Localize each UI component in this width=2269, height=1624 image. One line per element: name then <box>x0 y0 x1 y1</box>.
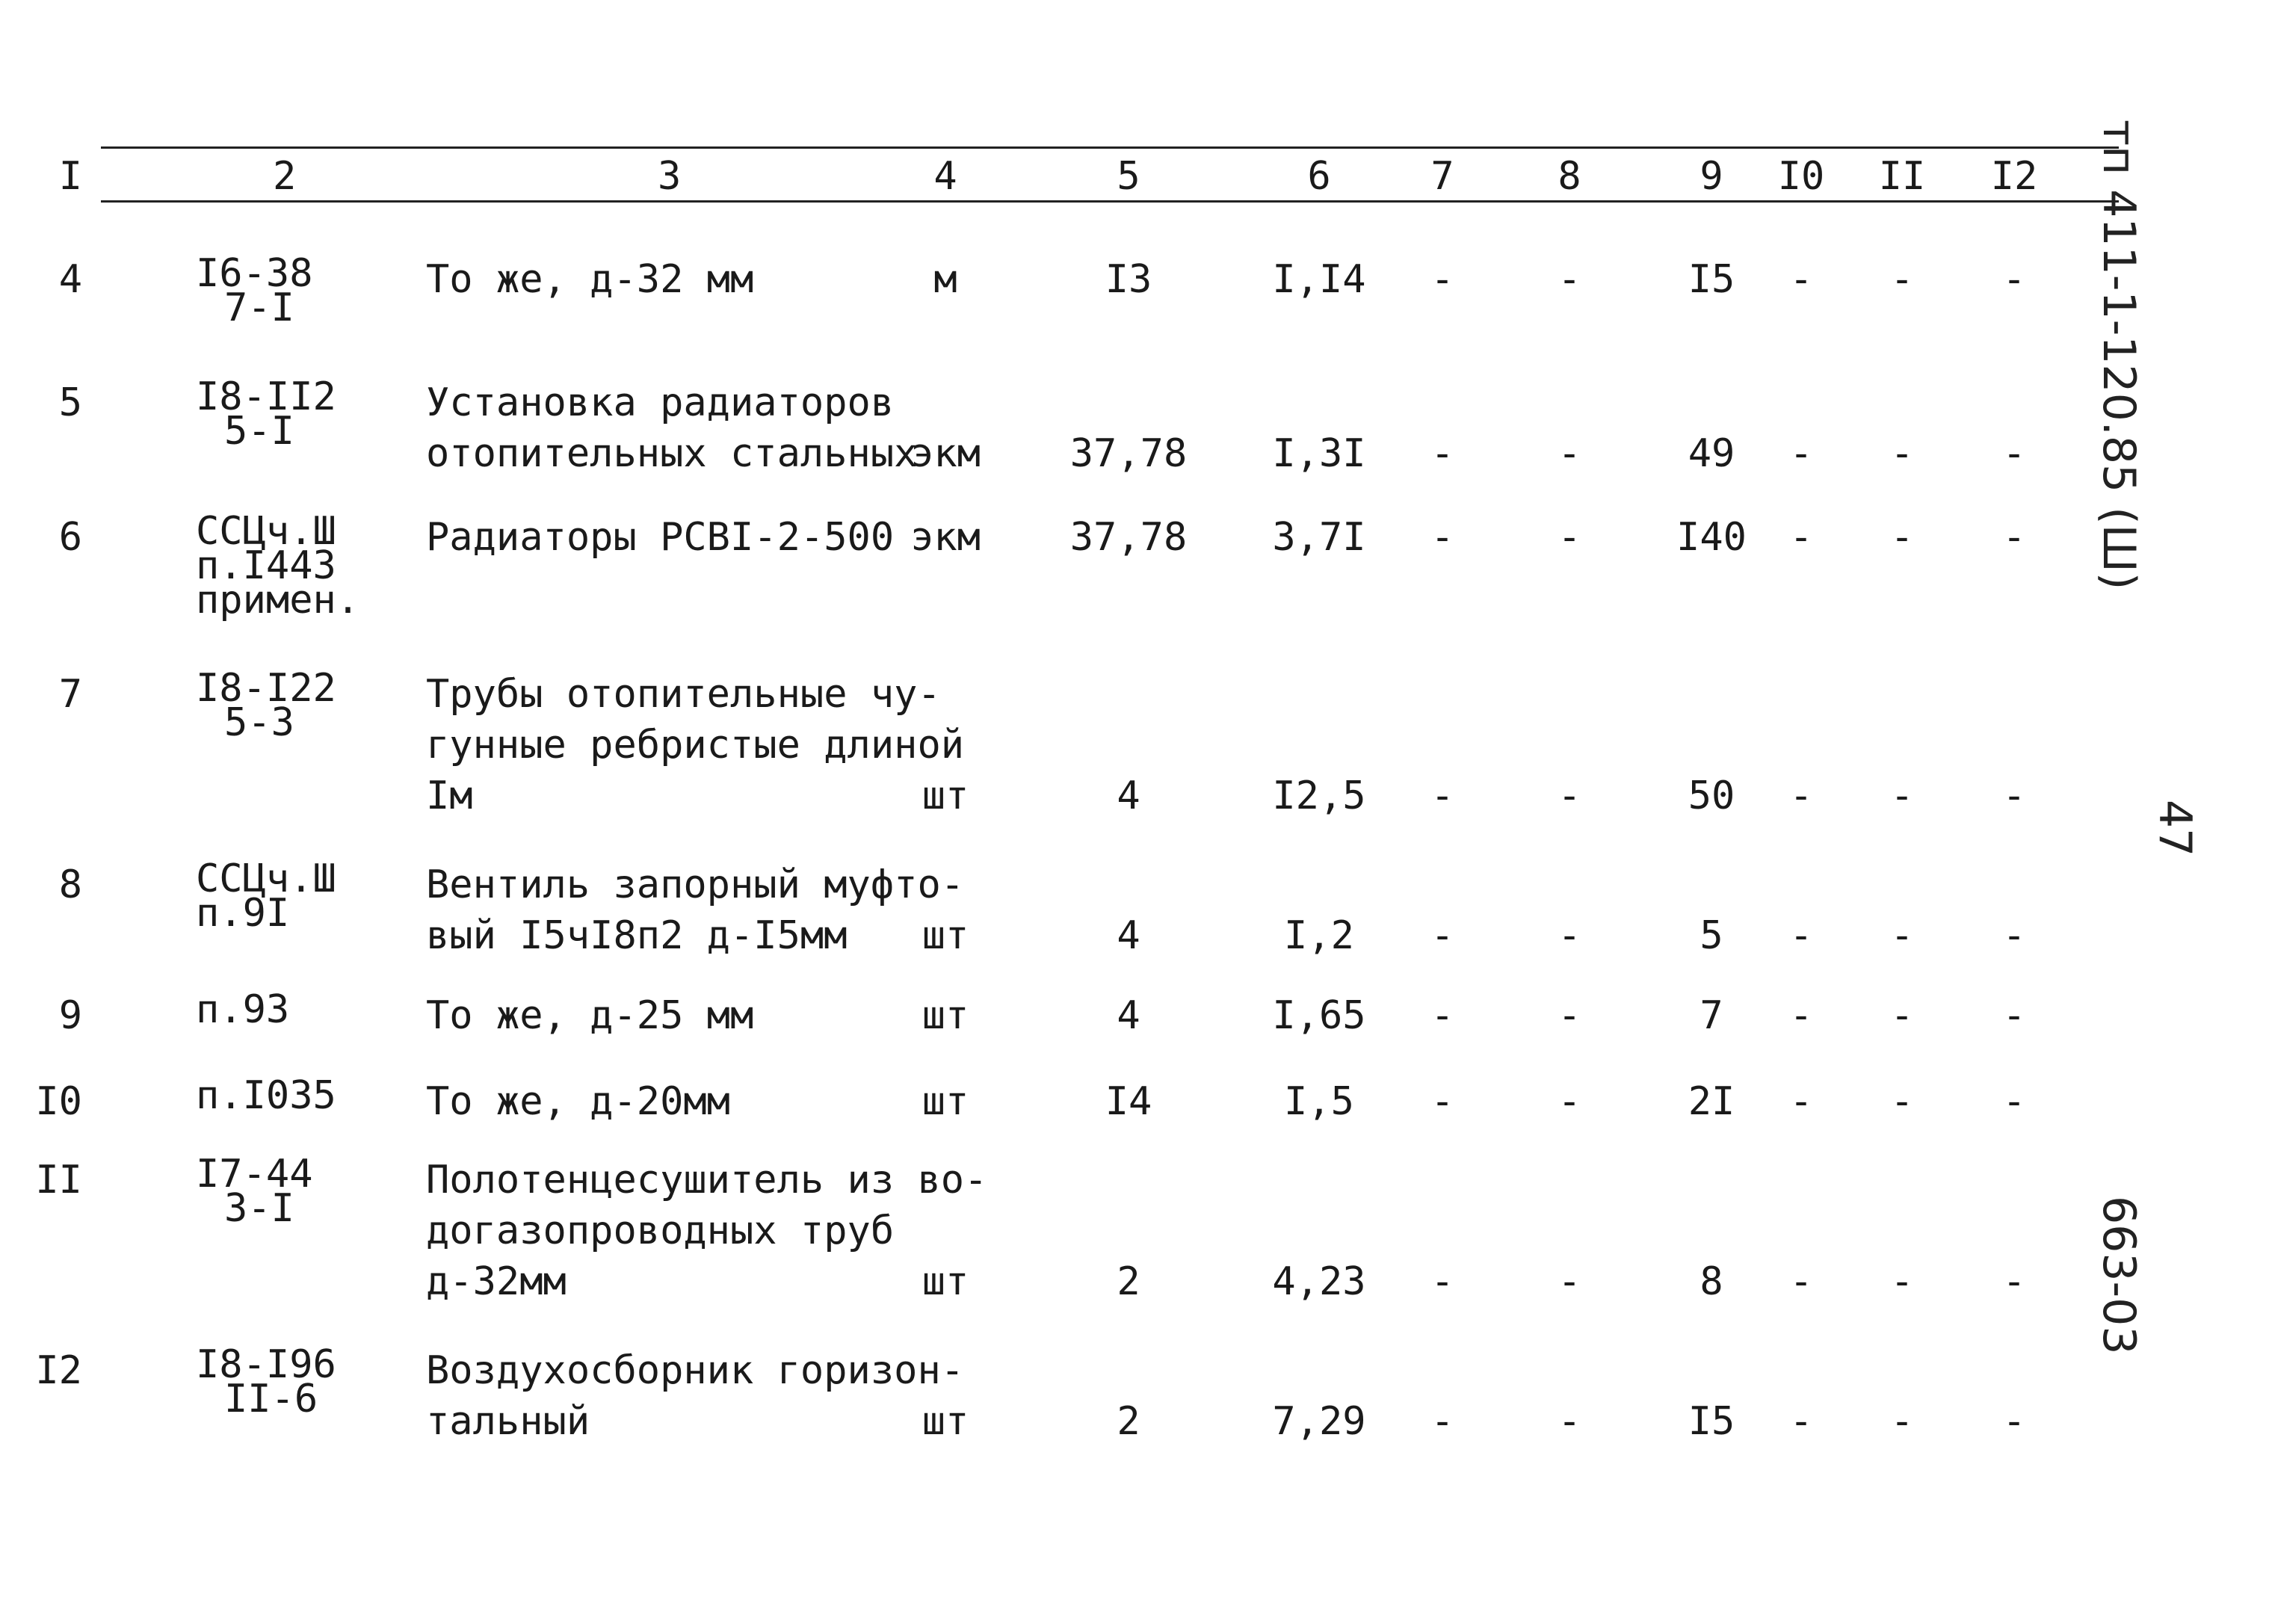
cell-unit: шт <box>922 1259 969 1304</box>
cell-unit: шт <box>922 993 969 1038</box>
norm-code-line: I8-I22 <box>196 666 336 711</box>
cell-unit: шт <box>922 774 969 818</box>
header-col-10: I0 <box>1777 154 1825 199</box>
cell-c9: I40 <box>1676 515 1747 560</box>
work-name-line: Трубы отопительные чу- <box>426 672 941 717</box>
work-name-line: вый I5чI8п2 д-I5мм <box>426 913 848 958</box>
cell-qty: 4 <box>1117 774 1140 818</box>
work-name-line: Радиаторы РСВI-2-500 <box>426 515 895 560</box>
row-number: I2 <box>35 1348 82 1393</box>
work-name-line: Установка радиаторов <box>426 380 895 425</box>
cell-c6: I,2 <box>1284 913 1354 958</box>
work-name-line: д-32мм <box>426 1259 567 1304</box>
cell-c8: - <box>1558 913 1581 958</box>
cell-c6: 7,29 <box>1272 1399 1366 1444</box>
norm-code-line: ССЦч.Ш <box>196 509 336 554</box>
table-top-rule <box>101 146 2119 149</box>
row-number: 9 <box>58 993 82 1038</box>
cell-c10: - <box>1789 431 1813 476</box>
norm-code-line: II-6 <box>224 1377 318 1421</box>
cell-qty: 2 <box>1117 1399 1140 1444</box>
work-name-line: То же, д-25 мм <box>426 993 754 1038</box>
header-col-9: 9 <box>1700 154 1723 199</box>
cell-c7: - <box>1430 431 1454 476</box>
cell-unit: экм <box>910 431 981 476</box>
work-name-line: отопительных стальных <box>426 431 918 476</box>
cell-c6: I,5 <box>1284 1079 1354 1124</box>
cell-c11: - <box>1890 993 1914 1038</box>
header-col-6: 6 <box>1307 154 1331 199</box>
header-col-8: 8 <box>1558 154 1581 199</box>
row-number: 7 <box>58 672 82 717</box>
work-name-line: тальный <box>426 1399 590 1444</box>
header-col-11: II <box>1878 154 1926 199</box>
header-col-3: 3 <box>658 154 682 199</box>
cell-c7: - <box>1430 1259 1454 1304</box>
cell-c9: 8 <box>1700 1259 1723 1304</box>
page-number: 47 <box>2149 800 2201 857</box>
norm-code-line: I8-I96 <box>196 1342 336 1387</box>
cell-c8: - <box>1558 1079 1581 1124</box>
cell-c7: - <box>1430 515 1454 560</box>
row-number: 5 <box>58 380 82 425</box>
work-name-line: Вентиль запорный муфто- <box>426 862 965 907</box>
cell-c12: - <box>2002 913 2026 958</box>
cell-c8: - <box>1558 431 1581 476</box>
work-name-line: Iм <box>426 774 473 818</box>
cell-c9: 2I <box>1688 1079 1735 1124</box>
norm-code-line: I7-44 <box>196 1152 313 1197</box>
cell-c10: - <box>1789 1399 1813 1444</box>
row-number: 4 <box>58 257 82 302</box>
work-name-line: Полотенцесушитель из во- <box>426 1158 988 1202</box>
cell-c6: I,65 <box>1272 993 1366 1038</box>
cell-c10: - <box>1789 1259 1813 1304</box>
norm-code-line: 5-3 <box>224 700 294 745</box>
cell-c11: - <box>1890 1079 1914 1124</box>
work-name-line: Воздухосборник горизон- <box>426 1348 965 1393</box>
cell-c12: - <box>2002 1079 2026 1124</box>
work-name-line: гунные ребристые длиной <box>426 723 965 768</box>
cell-c12: - <box>2002 431 2026 476</box>
header-col-2: 2 <box>273 154 297 199</box>
row-number: II <box>35 1158 82 1202</box>
cell-c10: - <box>1789 515 1813 560</box>
cell-qty: 37,78 <box>1069 515 1188 560</box>
row-number: 6 <box>58 515 82 560</box>
cell-c11: - <box>1890 913 1914 958</box>
cell-c12: - <box>2002 1259 2026 1304</box>
cell-qty: 2 <box>1117 1259 1140 1304</box>
cell-qty: 37,78 <box>1069 431 1188 476</box>
cell-c8: - <box>1558 993 1581 1038</box>
cell-c9: I5 <box>1688 1399 1735 1444</box>
row-number: I0 <box>35 1079 82 1124</box>
header-col-5: 5 <box>1117 154 1140 199</box>
sheet-number: 663-03 <box>2093 1196 2145 1355</box>
cell-c7: - <box>1430 993 1454 1038</box>
work-name-line: То же, д-20мм <box>426 1079 730 1124</box>
cell-c6: I2,5 <box>1272 774 1366 818</box>
document-code-label: тп 411-1-120.85 (Ш) <box>2093 120 2145 590</box>
cell-c12: - <box>2002 774 2026 818</box>
cell-unit: м <box>933 257 957 302</box>
cell-c6: 4,23 <box>1272 1259 1366 1304</box>
cell-c9: 50 <box>1688 774 1735 818</box>
cell-qty: 4 <box>1117 993 1140 1038</box>
work-name-line: догазопроводных труб <box>426 1208 895 1253</box>
work-name-line: То же, д-32 мм <box>426 257 754 302</box>
cell-c10: - <box>1789 774 1813 818</box>
cell-c11: - <box>1890 1399 1914 1444</box>
cell-c12: - <box>2002 1399 2026 1444</box>
cell-c11: - <box>1890 515 1914 560</box>
cell-c11: - <box>1890 257 1914 302</box>
cell-c6: I,3I <box>1272 431 1366 476</box>
cell-c10: - <box>1789 993 1813 1038</box>
cell-c12: - <box>2002 515 2026 560</box>
cell-c8: - <box>1558 515 1581 560</box>
cell-unit: шт <box>922 913 969 958</box>
cell-c10: - <box>1789 913 1813 958</box>
norm-code-line: 7-I <box>224 285 294 330</box>
header-col-7: 7 <box>1430 154 1454 199</box>
cell-qty: I4 <box>1105 1079 1152 1124</box>
cell-c9: I5 <box>1688 257 1735 302</box>
norm-code-line: 5-I <box>224 409 294 454</box>
norm-code-line: п.93 <box>196 987 290 1032</box>
cell-c11: - <box>1890 774 1914 818</box>
norm-code-line: I6-38 <box>196 251 313 296</box>
norm-code-line: 3-I <box>224 1186 294 1231</box>
cell-c9: 7 <box>1700 993 1723 1038</box>
cell-c8: - <box>1558 1259 1581 1304</box>
row-number: 8 <box>58 862 82 907</box>
cell-c12: - <box>2002 257 2026 302</box>
cell-unit: шт <box>922 1079 969 1124</box>
cell-unit: экм <box>910 515 981 560</box>
cell-c7: - <box>1430 1079 1454 1124</box>
norm-code-line: п.I443 <box>196 543 336 588</box>
cell-c8: - <box>1558 1399 1581 1444</box>
cell-c12: - <box>2002 993 2026 1038</box>
cell-c11: - <box>1890 1259 1914 1304</box>
cell-c7: - <box>1430 1399 1454 1444</box>
cell-c7: - <box>1430 257 1454 302</box>
cell-c10: - <box>1789 257 1813 302</box>
cell-c6: I,I4 <box>1272 257 1366 302</box>
header-col-1: I <box>58 154 82 199</box>
cell-c10: - <box>1789 1079 1813 1124</box>
cell-c6: 3,7I <box>1272 515 1366 560</box>
cell-c7: - <box>1430 774 1454 818</box>
cell-c8: - <box>1558 774 1581 818</box>
cell-c8: - <box>1558 257 1581 302</box>
cell-c11: - <box>1890 431 1914 476</box>
header-col-4: 4 <box>933 154 957 199</box>
norm-code-line: п.I035 <box>196 1073 336 1118</box>
cell-c9: 5 <box>1700 913 1723 958</box>
norm-code-line: п.9I <box>196 891 290 936</box>
norm-code-line: примен. <box>196 578 360 623</box>
cell-qty: I3 <box>1105 257 1152 302</box>
norm-code-line: ССЦч.Ш <box>196 856 336 901</box>
norm-code-line: I8-II2 <box>196 374 336 419</box>
cell-c7: - <box>1430 913 1454 958</box>
cell-c9: 49 <box>1688 431 1735 476</box>
cell-qty: 4 <box>1117 913 1140 958</box>
header-col-12: I2 <box>1990 154 2038 199</box>
cell-unit: шт <box>922 1399 969 1444</box>
